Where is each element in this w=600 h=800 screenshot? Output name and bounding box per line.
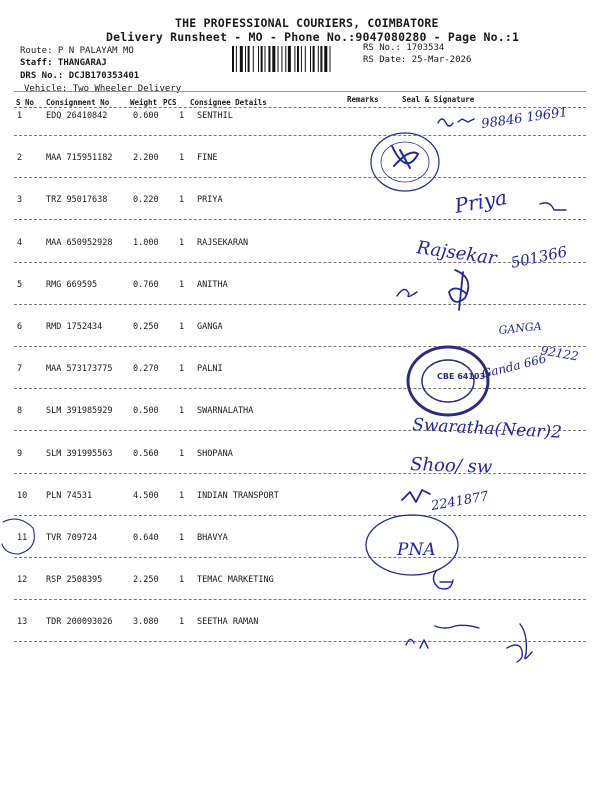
signature-3: Priya — [452, 185, 509, 218]
row-pcs: 1 — [179, 533, 185, 543]
row-consignee: RAJSEKARAN — [197, 237, 249, 248]
row-weight: 0.500 — [133, 406, 159, 417]
staff-label: Staff: THANGARAJ — [20, 58, 107, 68]
runsheet-subtitle: Delivery Runsheet - MO - Phone No.:9047080280 - Page No.:1 — [106, 30, 520, 44]
row-sno: 10 — [17, 490, 28, 501]
signature-4b: 501366 — [509, 242, 569, 272]
row-consignee: SENTHIL — [197, 111, 233, 121]
row-consignee: GANGA — [197, 322, 223, 332]
row-consignee: PALNI — [197, 364, 223, 375]
row-weight: 0.760 — [133, 279, 159, 290]
col-header-seal: Seal & Signature — [402, 95, 475, 104]
row-sno: 5 — [17, 279, 23, 290]
row-consignment: RSP 2508395 — [46, 575, 103, 586]
signature-11: PNA — [397, 540, 436, 560]
signature-4: Rajsekar — [415, 237, 498, 270]
row-sno: 8 — [17, 406, 23, 417]
seal-stamp-7 — [408, 347, 488, 415]
row-pcs: 1 — [179, 406, 185, 417]
row-consignee: ANITHA — [197, 279, 228, 290]
signature-scribble-1 — [438, 119, 474, 126]
row-pcs: 1 — [179, 322, 185, 332]
signature-6: GANGA — [497, 319, 543, 337]
row11-circle-mark — [2, 519, 34, 554]
row-pcs: 1 — [179, 364, 185, 375]
drs-label: DRS No.: DCJB170353401 — [20, 71, 140, 81]
row-consignee: SWARNALATHA — [197, 406, 254, 417]
signature-mark-10 — [402, 490, 430, 502]
vehicle-label: Vehicle: Two Wheeler Delivery — [24, 84, 182, 94]
row-consignment: RMD 1752434 — [46, 322, 103, 332]
row-consignment: PLN 74531 — [46, 490, 93, 501]
row-weight: 1.000 — [133, 237, 159, 248]
row-weight: 0.270 — [133, 364, 159, 375]
row-sno: 7 — [17, 364, 23, 375]
row-weight: 0.640 — [133, 533, 159, 543]
route-label: Route: P N PALAYAM MO — [20, 46, 134, 56]
row-consignment: TDR 200093026 — [46, 617, 113, 628]
signature-mark-12 — [433, 570, 453, 589]
row-weight: 0.220 — [133, 195, 159, 206]
row-consignee: INDIAN TRANSPORT — [197, 490, 279, 501]
row-consignee: PRIYA — [197, 195, 223, 206]
row-sno: 3 — [17, 195, 23, 206]
row-pcs: 1 — [179, 490, 185, 501]
signature-1: 98846 19691 — [480, 105, 569, 132]
signature-7b: Ganda 666 — [480, 351, 548, 381]
row-pcs: 1 — [179, 153, 185, 164]
col-header-weight: Weight — [130, 98, 158, 107]
row-consignment: MAA 573173775 — [46, 364, 113, 375]
row-consignee: BHAVYA — [197, 533, 228, 543]
row-sno: 1 — [17, 111, 23, 121]
row-consignee: TEMAC MARKETING — [197, 575, 274, 586]
signature-mark-5a — [397, 289, 417, 296]
row-sno: 11 — [17, 533, 28, 543]
rs-number: RS No.: 1703534 — [363, 43, 445, 53]
row-sno: 6 — [17, 322, 23, 332]
row-consignment: SLM 391985929 — [46, 406, 113, 417]
row-sno: 4 — [17, 237, 23, 248]
row-consignment: EDQ 26410842 — [46, 111, 108, 121]
signature-9: Shoo/ sw — [409, 454, 493, 478]
row-pcs: 1 — [179, 111, 185, 121]
row-weight: 0.560 — [133, 448, 159, 459]
row-pcs: 1 — [179, 279, 185, 290]
signature-mark-3 — [540, 203, 566, 210]
row-sno: 12 — [17, 575, 28, 586]
row-consignment: MAA 650952928 — [46, 237, 113, 248]
row-pcs: 1 — [179, 195, 185, 206]
row-weight: 0.250 — [133, 322, 159, 332]
row-weight: 2.250 — [133, 575, 159, 586]
rs-date: RS Date: 25-Mar-2026 — [363, 55, 472, 65]
row-pcs: 1 — [179, 237, 185, 248]
row-sno: 9 — [17, 448, 23, 459]
row-sno: 13 — [17, 617, 28, 628]
row-sno: 2 — [17, 153, 23, 164]
col-header-consignee: Consignee Details — [190, 98, 267, 107]
signature-7: 92122 — [539, 343, 580, 364]
row-consignee: SEETHA RAMAN — [197, 617, 259, 628]
col-header-consignment: Consignment No — [46, 98, 110, 107]
col-header-pcs: PCS — [163, 98, 177, 107]
signature-10: 2241877 — [430, 489, 490, 514]
signature-mark-13b — [507, 645, 522, 662]
row-consignment: TVR 709724 — [46, 533, 98, 543]
svg-text:CBE 641037: CBE 641037 — [437, 372, 491, 381]
row-consignment: TRZ 95017638 — [46, 195, 108, 206]
row-consignment: SLM 391995563 — [46, 448, 113, 459]
col-header-sno: S No — [16, 98, 35, 107]
signature-mark-13 — [406, 624, 532, 659]
row-consignee: FINE — [197, 153, 218, 164]
signature-8: Swaratha(Near)2 — [411, 415, 563, 443]
col-header-remarks: Remarks — [347, 95, 379, 104]
row-weight: 2.200 — [133, 153, 159, 164]
row-consignment: MAA 715951182 — [46, 153, 113, 164]
company-title: THE PROFESSIONAL COURIERS, COIMBATORE — [175, 16, 439, 30]
row-weight: 0.600 — [133, 111, 159, 121]
row-pcs: 1 — [179, 617, 185, 628]
row-weight: 4.500 — [133, 490, 159, 501]
row-pcs: 1 — [179, 575, 185, 586]
row-consignment: RMG 669595 — [46, 279, 98, 290]
row-weight: 3.080 — [133, 617, 159, 628]
row-consignee: SHOPANA — [197, 448, 233, 459]
row-pcs: 1 — [179, 448, 185, 459]
signature-mark-5b — [449, 270, 468, 310]
